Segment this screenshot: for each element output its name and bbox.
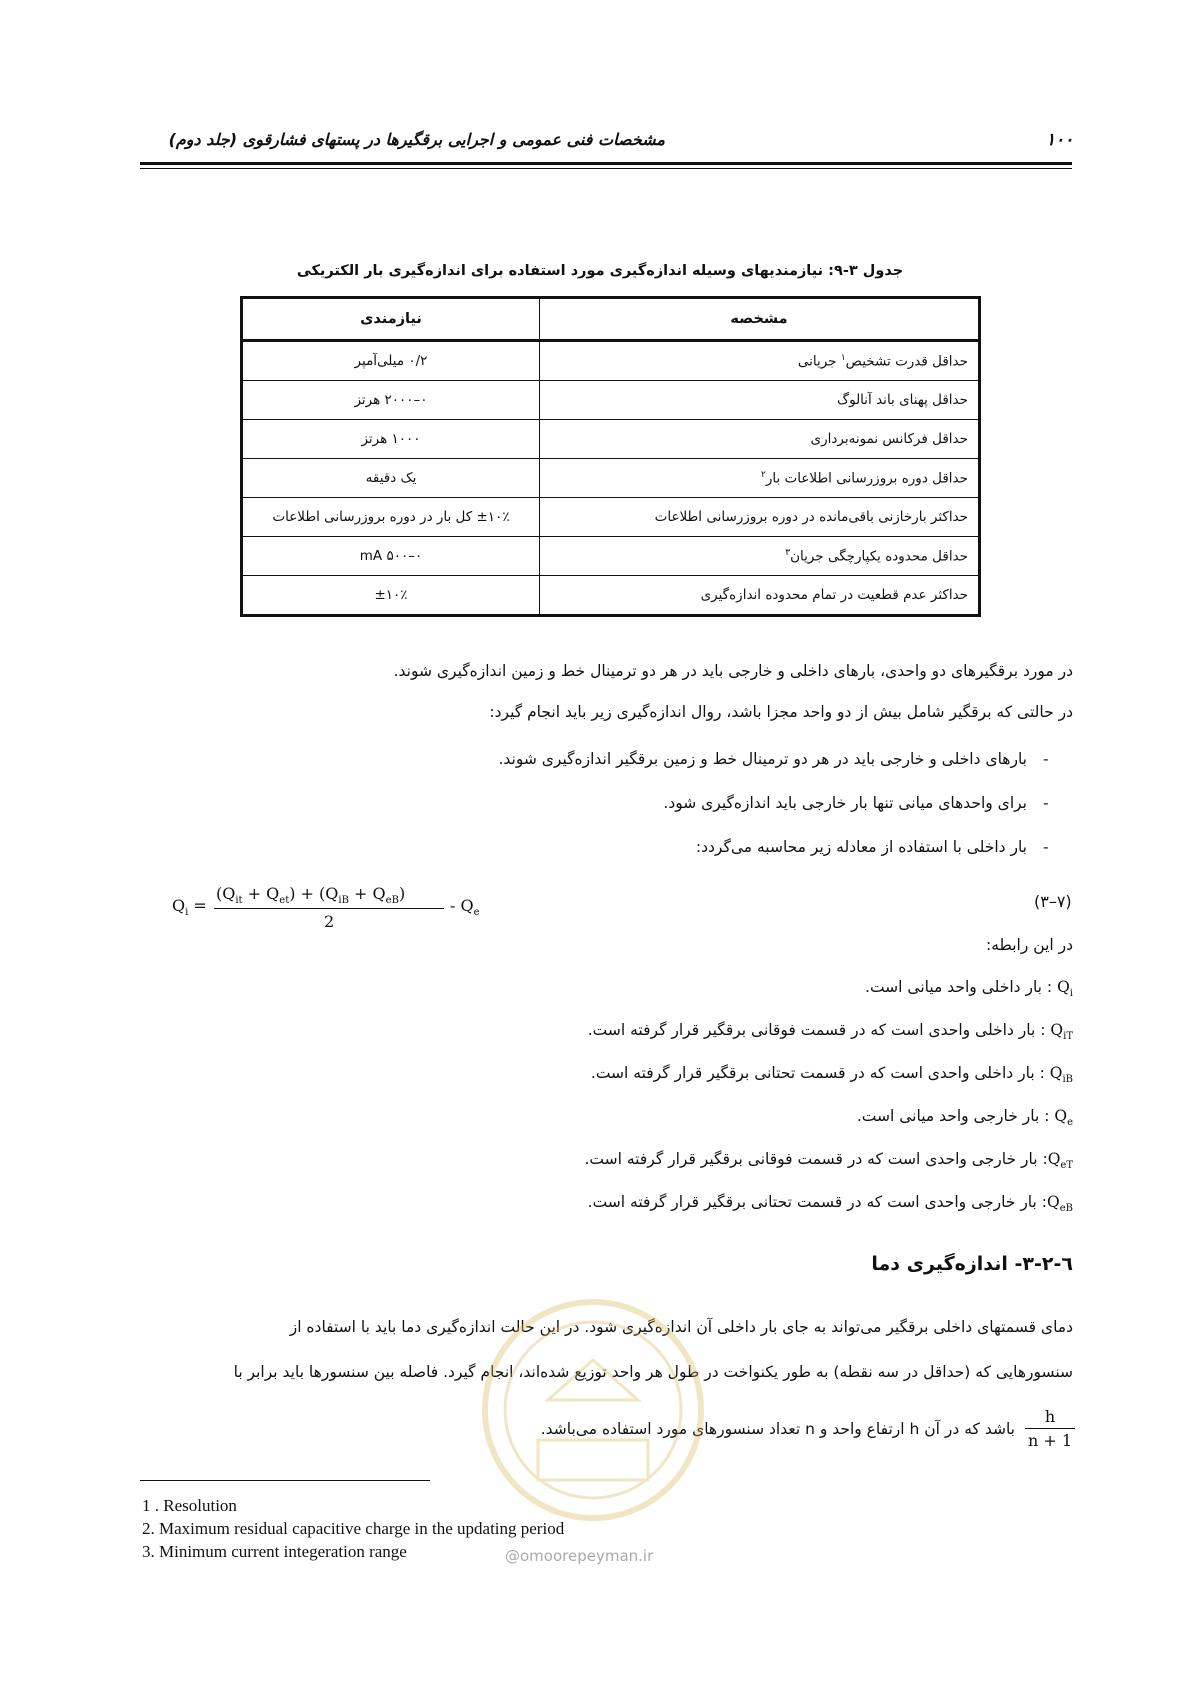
page-number: ۱۰۰ bbox=[1046, 130, 1074, 150]
section-line-1: دمای قسمتهای داخلی برقگیر می‌تواند به جای بار داخلی آن اندازه‌گیری شود. در این حالت اندازه‌گیری دما باید با استفاده از bbox=[289, 1318, 1073, 1336]
equation bbox=[172, 884, 492, 944]
footnote-2: 2. Maximum residual capacitive charge in the updating period bbox=[142, 1519, 565, 1538]
definition-symbol: $Q_e$ bbox=[1054, 1107, 1073, 1129]
definition-item: $Q_{eT}$: بار خارجی واحدی است که در قسمت فوقانی برقگیر قرار گرفته است. bbox=[584, 1150, 1073, 1172]
bullet-item: بار داخلی با استفاده از معادله زیر محاسبه می‌گردد: bbox=[695, 838, 1027, 856]
fraction-bar bbox=[214, 908, 444, 909]
paragraph-2: در حالتی که برقگیر شامل بیش از دو واحد مجزا باشد، روال اندازه‌گیری زیر باید انجام گیرد: bbox=[489, 703, 1073, 721]
definition-symbol: $Q_{eT}$ bbox=[1047, 1150, 1073, 1172]
footnote-marker: ۳ bbox=[785, 547, 791, 558]
requirement-cell: ۰–۵۰۰ mA bbox=[242, 537, 540, 576]
footnote-rule bbox=[140, 1480, 430, 1481]
section-line-3: باشد که در آن h ارتفاع واحد و n تعداد سنسورهای مورد استفاده می‌باشد. bbox=[540, 1420, 1015, 1438]
definition-item: $Q_e$ : بار خارجی واحد میانی است. bbox=[856, 1107, 1073, 1129]
requirement-cell: ۰–۲۰۰۰ هرتز bbox=[242, 381, 540, 420]
table-row bbox=[242, 576, 980, 616]
spec-cell: حداکثر بارخازنی باقی‌مانده در دوره بروزرسانی اطلاعات bbox=[540, 498, 980, 537]
fraction-bar bbox=[1025, 1428, 1075, 1429]
requirement-cell: ±۱۰٪ bbox=[242, 576, 540, 616]
spec-cell: حداقل قدرت تشخیص$^۱$ جریانی bbox=[540, 341, 980, 381]
requirements-table bbox=[240, 296, 981, 617]
equation-denominator: 2 bbox=[324, 912, 335, 931]
section-heading: ٦-۳-۲- اندازه‌گیری دما bbox=[871, 1253, 1073, 1275]
equation-numerator: $(Q_{it} + Q_{et}) + (Q_{iB} + Q_{eB})$ bbox=[216, 884, 406, 907]
definition-symbol: $Q_{eB}$ bbox=[1047, 1193, 1073, 1215]
definition-item: $Q_{iT}$ : بار داخلی واحدی است که در قسمت فوقانی برقگیر قرار گرفته است. bbox=[587, 1021, 1073, 1043]
spec-cell: حداقل دوره بروزرسانی اطلاعات بار$^۲$ bbox=[540, 459, 980, 498]
requirement-cell: یک دقیقه bbox=[242, 459, 540, 498]
footnote-3: 3. Minimum current integeration range bbox=[142, 1542, 407, 1561]
definition-item: $Q_{eB}$: بار خارجی واحدی است که در قسمت تحتانی برقگیر قرار گرفته است. bbox=[587, 1193, 1073, 1215]
fraction-denominator: n + 1 bbox=[1027, 1431, 1073, 1450]
header-rule bbox=[140, 162, 1072, 165]
bullet-dash: - bbox=[1043, 750, 1049, 768]
definitions-intro: در این رابطه: bbox=[985, 936, 1073, 954]
equation-lhs: $Q_i$ = bbox=[172, 896, 207, 919]
equation-tail: - $Q_e$ bbox=[450, 896, 480, 919]
spec-cell: حداقل محدوده یکپارچگی جریان$^۳$ bbox=[540, 537, 980, 576]
table-header-row bbox=[242, 298, 980, 341]
definition-item: $Q_{iB}$ : بار داخلی واحدی است که در قسمت تحتانی برقگیر قرار گرفته است. bbox=[590, 1064, 1073, 1086]
table-row bbox=[242, 381, 980, 420]
running-title: مشخصات فنی عمومی و اجرایی برقگیرها در پستهای فشارقوی (جلد دوم) bbox=[168, 130, 665, 149]
definition-symbol: $Q_{iB}$ bbox=[1049, 1064, 1073, 1086]
table-row bbox=[242, 498, 980, 537]
requirement-cell: ±۱۰٪ کل بار در دوره بروزرسانی اطلاعات bbox=[242, 498, 540, 537]
spec-cell: حداکثر عدم قطعیت در تمام محدوده اندازه‌گیری bbox=[540, 576, 980, 616]
bullet-dash: - bbox=[1043, 838, 1049, 856]
bullet-item: برای واحدهای میانی تنها بار خارجی باید اندازه‌گیری شود. bbox=[663, 794, 1027, 812]
definition-symbol: $Q_i$ bbox=[1057, 978, 1073, 1000]
watermark-url: @omoorepeyman.ir bbox=[505, 1547, 654, 1565]
footnote-marker: ۱ bbox=[840, 352, 846, 363]
definition-symbol: $Q_{iT}$ bbox=[1050, 1021, 1073, 1043]
watermark-seal-icon bbox=[478, 1290, 708, 1530]
table-row bbox=[242, 420, 980, 459]
equation-number: (۳–۷) bbox=[1034, 892, 1072, 911]
table-row bbox=[242, 537, 980, 576]
paragraph-1: در مورد برقگیرهای دو واحدی، بارهای داخلی و خارجی باید در هر دو ترمینال خط و زمین اندازه‌گیری شوند. bbox=[393, 662, 1073, 680]
section-line-2: سنسورهایی که (حداقل در سه نقطه) به طور یکنواخت در طول هر واحد توزیع شده‌اند، انجام گیرد. فاصله بین سنسورها باید برابر با bbox=[233, 1363, 1073, 1381]
bullet-dash: - bbox=[1043, 794, 1049, 812]
header-rule-thin bbox=[140, 168, 1072, 169]
table-caption: جدول ۳-۹: نیازمندیهای وسیله اندازه‌گیری مورد استفاده برای اندازه‌گیری بار الکتریکی bbox=[296, 263, 904, 279]
bullet-item: بارهای داخلی و خارجی باید در هر دو ترمینال خط و زمین برقگیر اندازه‌گیری شوند. bbox=[498, 750, 1027, 768]
spec-cell: حداقل پهنای باند آنالوگ bbox=[540, 381, 980, 420]
spec-cell: حداقل فرکانس نمونه‌برداری bbox=[540, 420, 980, 459]
header-req: نیازمندی bbox=[242, 298, 540, 341]
spacing-fraction bbox=[1025, 1407, 1075, 1450]
header-spec: مشخصه bbox=[540, 298, 980, 341]
fraction-numerator: h bbox=[1044, 1407, 1056, 1426]
requirement-cell: ۰/۲ میلی‌آمپر bbox=[242, 341, 540, 381]
table-row bbox=[242, 341, 980, 381]
requirement-cell: ۱۰۰۰ هرتز bbox=[242, 420, 540, 459]
footnote-1: 1 . Resolution bbox=[142, 1496, 237, 1515]
definition-item: $Q_i$ : بار داخلی واحد میانی است. bbox=[865, 978, 1073, 1000]
table-row bbox=[242, 459, 980, 498]
footnote-marker: ۲ bbox=[760, 469, 766, 480]
